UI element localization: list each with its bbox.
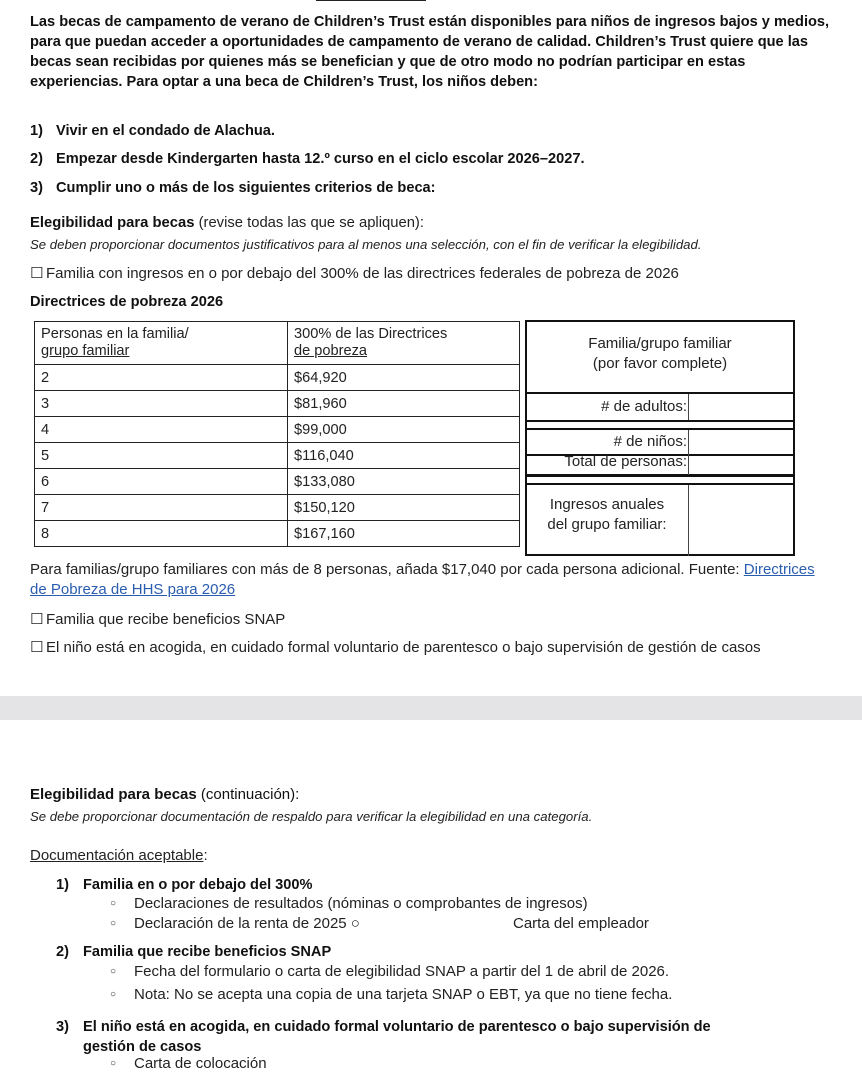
list-item: ○ Carta de colocación [110, 1055, 267, 1072]
intro-paragraph: Las becas de campamento de verano de Children’s Trust están disponibles para niños de ingresos bajos y medios, para que puedan acceder a oportunidades de campamento de verano de calidad. Children’s Trust quiere que las becas sean recibidas por quienes más se benefician y que de otro modo no podrían participar en estas experiencias. Para optar a una beca de Children’s Trust, los niños deben: [30, 14, 830, 90]
list-item: Carta del empleador [513, 915, 649, 932]
table-row: 5 $116,040 [35, 443, 520, 469]
poverty-guidelines-table [34, 321, 520, 547]
doc-section-2: 2) Familia que recibe beneficios SNAP [56, 944, 332, 960]
bullet-icon: ○ [110, 966, 117, 977]
eligibility-continued-note: Se debe proporcionar documentación de respaldo para verificar la elegibilidad en una categoría. [30, 809, 593, 824]
bullet-icon: ○ [110, 918, 117, 929]
hhs-guidelines-link[interactable]: Directrices de Pobreza de HHS para 2026 [30, 561, 815, 598]
total-row: Total de personas: [527, 449, 793, 477]
table-row: 6 $133,080 [35, 469, 520, 495]
income-input[interactable] [688, 485, 794, 556]
list-item: ○ Declaraciones de resultados (nóminas o comprobantes de ingresos) [110, 895, 588, 912]
signature-line [316, 0, 426, 1]
doc-section-3: 3) El niño está en acogida, en cuidado formal voluntario de parentesco o bajo supervisión de gestión de casos [56, 1019, 711, 1055]
page-2 [0, 720, 862, 1081]
table-row: 3 $81,960 [35, 391, 520, 417]
guidelines-title: Directrices de pobreza 2026 [30, 294, 224, 310]
table-row: 8 $167,160 [35, 521, 520, 547]
children-row: # de niños: [527, 430, 793, 456]
list-item: ○ Nota: No se acepta una copia de una tarjeta SNAP o EBT, ya que no tiene fecha. [110, 986, 673, 1003]
option-snap[interactable]: ☐ Familia que recibe beneficios SNAP [30, 611, 286, 628]
table-row: 7 $150,120 [35, 495, 520, 521]
table-row: 4 $99,000 [35, 417, 520, 443]
bullet-icon: ○ [110, 1058, 117, 1069]
list-item: ○ Declaración de la renta de 2025 ○ [110, 915, 360, 932]
bullet-icon: ○ [110, 898, 117, 909]
family-form-header: Familia/grupo familiar (por favor complete) [527, 322, 793, 394]
header-amount: 300% de las Directrices de pobreza [288, 322, 520, 365]
checkbox-icon[interactable]: ☐ [30, 265, 44, 282]
acceptable-docs-label: Documentación aceptable: [30, 847, 208, 864]
eligibility-note: Se deben proporcionar documentos justificativos para al menos una selección, con el fin de verificar la elegibilidad. [30, 237, 702, 252]
footnote: Para familias/grupo familiares con más de 8 personas, añada $17,040 por cada persona adicional. Fuente: Directrices de Pobreza de HHS para 2026 [30, 561, 815, 598]
doc-section-1: 1) Familia en o por debajo del 300% [56, 877, 313, 893]
adults-input[interactable] [688, 394, 794, 420]
bullet-icon: ○ [110, 989, 117, 1000]
page-separator [0, 696, 862, 720]
option-foster[interactable]: ☐ El niño está en acogida, en cuidado formal voluntario de parentesco o bajo supervisión de gestión de casos [30, 639, 761, 656]
table-header-row [35, 322, 520, 365]
adults-row: # de adultos: [527, 394, 793, 422]
header-persons: Personas en la familia/ grupo familiar [35, 322, 288, 365]
checkbox-icon[interactable]: ☐ [30, 639, 44, 656]
total-input[interactable] [688, 449, 794, 475]
family-form-box [525, 320, 795, 556]
list-item: ○ Fecha del formulario o carta de elegibilidad SNAP a partir del 1 de abril de 2026. [110, 963, 670, 980]
requirement-1: 1) Vivir en el condado de Alachua. [30, 123, 275, 139]
income-row: Ingresos anuales del grupo familiar: [527, 485, 793, 556]
requirement-2: 2) Empezar desde Kindergarten hasta 12.º curso en el ciclo escolar 2026–2027. [30, 151, 585, 167]
checkbox-icon[interactable]: ☐ [30, 611, 44, 628]
requirement-3: 3) Cumplir uno o más de los siguientes criterios de beca: [30, 180, 436, 196]
option-income[interactable]: ☐ Familia con ingresos en o por debajo del 300% de las directrices federales de pobreza de 2026 [30, 265, 679, 282]
eligibility-continued-heading: Elegibilidad para becas (continuación): [30, 786, 300, 803]
table-row: 2 $64,920 [35, 365, 520, 391]
eligibility-heading: Elegibilidad para becas (revise todas las que se apliquen): [30, 215, 424, 231]
